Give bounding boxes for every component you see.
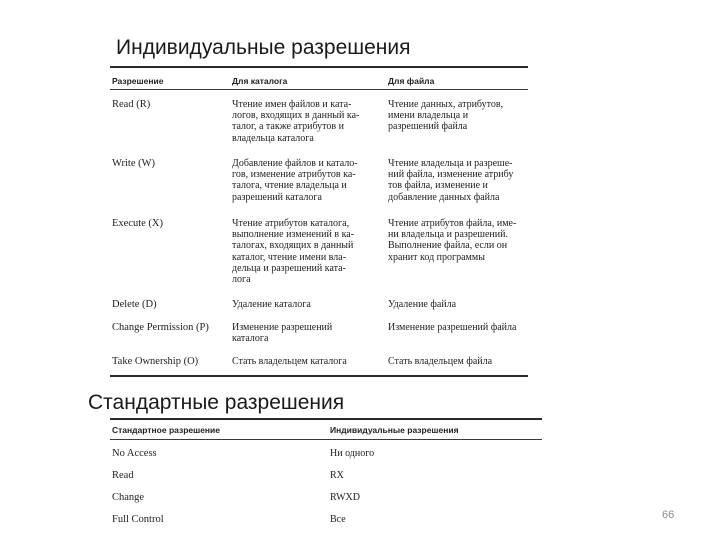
header-rule [110, 89, 528, 90]
table-row-change-individual: RWXD [330, 492, 360, 503]
standard-permissions-table [110, 418, 542, 536]
table-row-execute-folder: Чтение атрибутов каталога, выполнение изменений в ка- талогах, входящих в данный каталог, чтение имени вла- дельца и разрешений ката- лога [232, 218, 355, 286]
column-header-file: Для файла [388, 76, 435, 86]
column-header-standard-permission: Стандартное разрешение [112, 425, 221, 435]
heading-standard-permissions: Стандартные разрешения [88, 391, 345, 414]
table-row-take-ownership-file: Стать владельцем файла [388, 356, 493, 367]
table-row-take-ownership-folder: Стать владельцем каталога [232, 356, 347, 367]
table-row-delete-permission: Delete (D) [112, 299, 157, 310]
table-row-read-standard-permission: Read [112, 470, 134, 481]
header-rule [110, 439, 542, 440]
table-row-no-access-permission: No Access [112, 448, 157, 459]
heading-individual-permissions: Индивидуальные разрешения [116, 36, 411, 59]
table-row-execute-permission: Execute (X) [112, 218, 164, 229]
table-bottom-rule [110, 375, 528, 377]
table-row-execute-file: Чтение атрибутов файла, име- ни владельца и разрешений. Выполнение файла, если он хранит код программы [388, 218, 517, 263]
table-row-delete-folder: Удаление каталога [232, 299, 311, 310]
table-row-no-access-individual: Ни одного [330, 448, 375, 459]
table-row-write-file: Чтение владельца и разреше- ний файла, изменение атрибу тов файла, изменение и добавление данных файла [388, 158, 514, 203]
individual-permissions-table [110, 66, 528, 378]
table-row-delete-file: Удаление файла [388, 299, 457, 310]
table-row-read-permission: Read (R) [112, 99, 151, 110]
page-number: 66 [662, 509, 675, 521]
table-row-take-ownership-permission: Take Ownership (O) [112, 356, 199, 367]
table-row-full-control-individual: Все [330, 514, 346, 525]
table-row-read-folder: Чтение имен файлов и ката- логов, входящих в данный ка- талог, а также атрибутов и владельца каталога [232, 99, 360, 144]
table-row-change-permission-folder: Изменение разрешений каталога [232, 322, 333, 345]
table-row-full-control-permission: Full Control [112, 514, 164, 525]
table-row-read-file: Чтение данных, атрибутов, имени владельца и разрешений файла [388, 99, 504, 133]
table-row-change-permission-file: Изменение разрешений файла [388, 322, 517, 333]
column-header-folder: Для каталога [232, 76, 288, 86]
column-header-individual-permissions: Индивидуальные разрешения [330, 425, 459, 435]
table-row-change-permission: Change [112, 492, 145, 503]
table-row-change-permission-permission: Change Permission (P) [112, 322, 209, 333]
table-row-write-permission: Write (W) [112, 158, 156, 169]
table-top-rule [110, 418, 542, 420]
table-row-write-folder: Добавление файлов и катало- гов, изменение атрибутов ка- талога, чтение владельца и разрешений каталога [232, 158, 358, 203]
table-row-read-standard-individual: RX [330, 470, 344, 481]
column-header-permission: Разрешение [112, 76, 164, 86]
table-top-rule [110, 66, 528, 68]
